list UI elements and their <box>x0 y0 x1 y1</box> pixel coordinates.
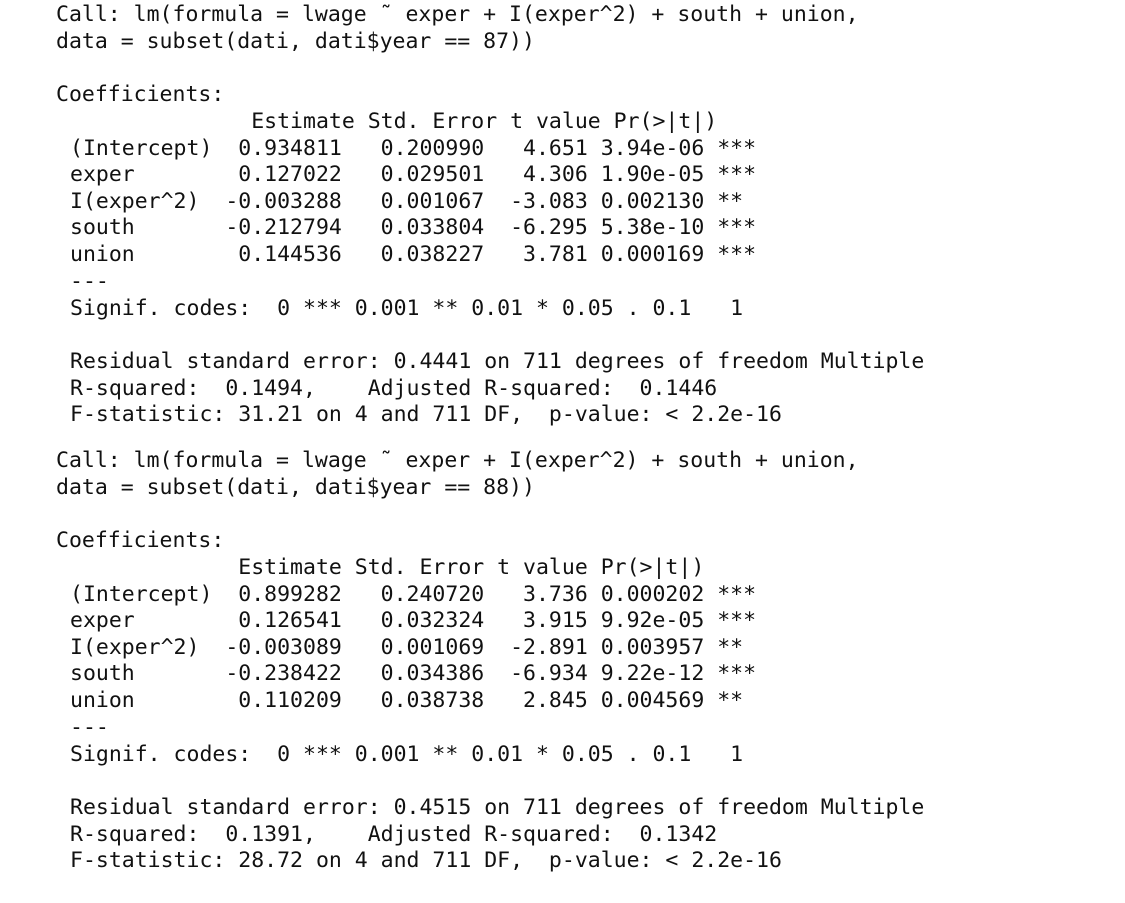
model-call: Call: lm(formula = lwage ˜ exper + I(exper^2) + south + union, data = subset(dati, dati$year == 87)) <box>56 2 859 54</box>
coefficients-heading: Coefficients: <box>56 528 225 553</box>
coefficients-table: Estimate Std. Error t value Pr(>|t|) (Intercept) 0.934811 0.200990 4.651 3.94e-06 *** exper 0.127022 0.029501 4.306 1.90e-05 *** I(exper^2) -0.003288 0.001067 -3.083 0.002130 ** south -0.212794 0.033804 -6.295 5.38e-10 *** union 0.144536 0.038227 3.781 0.000169 *** --- <box>70 109 757 294</box>
model-fit-statistics: Residual standard error: 0.4441 on 711 degrees of freedom Multiple R-squared: 0.1494, Adjusted R-squared: 0.1446 F-statistic: 31.21 on 4 and 711 DF, p-value: < 2.2e-16 <box>70 349 925 428</box>
coefficients-table: Estimate Std. Error t value Pr(>|t|) (Intercept) 0.899282 0.240720 3.736 0.000202 *** exper 0.126541 0.032324 3.915 9.92e-05 *** I(exper^2) -0.003089 0.001069 -2.891 0.003957 ** south -0.238422 0.034386 -6.934 9.22e-12 *** union 0.110209 0.038738 2.845 0.004569 ** --- <box>70 555 757 740</box>
model-fit-statistics: Residual standard error: 0.4515 on 711 degrees of freedom Multiple R-squared: 0.1391, Adjusted R-squared: 0.1342 F-statistic: 28.72 on 4 and 711 DF, p-value: < 2.2e-16 <box>70 795 925 874</box>
coefficients-heading: Coefficients: <box>56 82 225 107</box>
significance-codes: Signif. codes: 0 *** 0.001 ** 0.01 * 0.05 . 0.1 1 <box>70 296 744 321</box>
model-call: Call: lm(formula = lwage ˜ exper + I(exper^2) + south + union, data = subset(dati, dati$year == 88)) <box>56 448 859 500</box>
significance-codes: Signif. codes: 0 *** 0.001 ** 0.01 * 0.05 . 0.1 1 <box>70 742 744 767</box>
